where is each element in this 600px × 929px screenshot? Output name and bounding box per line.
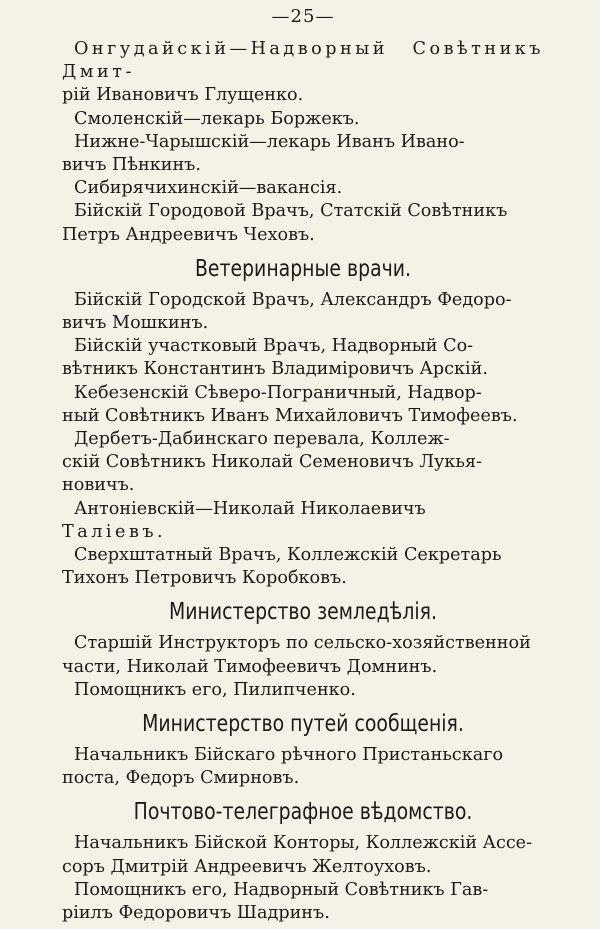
- page-number: —25—: [271, 6, 335, 27]
- entry-onguday: Онгудайскій—Надворный Совѣтникъ Дмит- рій Ивановичъ Глущенко.: [62, 39, 544, 106]
- entry-agri-instructor: Старшій Инструкторъ по сельско-хозяйственной части, Николай Тимофеевичъ Домнинъ.: [62, 633, 531, 677]
- entry-pier-chief: Начальникъ Бійскаго рѣчного Пристаньскаго поста, Федоръ Смирновъ.: [62, 745, 504, 789]
- entry-agri-assistant: Помощникъ его, Пилипченко.: [74, 679, 356, 700]
- section-heading-communications: Министерство путей сообщенія.: [142, 711, 464, 738]
- entry-vet-biysk-district: Бійскій участковый Врачъ, Надворный Со- вѣтникъ Константинъ Владиміровичъ Арскій.: [62, 336, 488, 380]
- section-heading-agriculture: Министерство земледѣлія.: [169, 599, 437, 626]
- entry-post-chief: Начальникъ Бійской Конторы, Коллежскій Ассе- соръ Дмитрій Андреевичъ Желтоуховъ.: [62, 833, 533, 877]
- entry-smolensk: Смоленскій—лекарь Боржекъ.: [74, 108, 360, 129]
- entry-biysk-city-physician: Бійскій Городовой Врачъ, Статскій Совѣтникъ Петръ Андреевичъ Чеховъ.: [62, 201, 508, 245]
- section-veterinary-physicians: [62, 254, 544, 591]
- entry-nizhne-charysh: Нижне-Чарышскій—лекарь Иванъ Ивано- вичъ Пѣнкинъ.: [62, 131, 465, 176]
- entry-vet-supernumerary: Сверхштатный Врачъ, Коллежскій Секретарь Тихонъ Петровичъ Коробковъ.: [62, 545, 502, 589]
- section-heading-post-telegraph: Почтово-телеграфное вѣдомство.: [133, 799, 473, 826]
- section-heading-veterinary: Ветеринарные врачи.: [194, 255, 412, 282]
- section-post-telegraph: [62, 797, 544, 925]
- section-ministry-communications: [62, 709, 544, 790]
- section-ministry-agriculture: [62, 597, 544, 702]
- section-district-physicians: [62, 38, 544, 247]
- entry-vet-kebezen: Кебезенскій Сѣверо-Пограничный, Надвор- ный Совѣтникъ Иванъ Михайловичъ Тимофеевъ.: [62, 382, 518, 426]
- entry-vet-biysk-city: Бійскій Городской Врачъ, Александръ Федоро- вичъ Мошкинъ.: [62, 289, 512, 334]
- entry-sibiryachikha: Сибирячихинскій—вакансія.: [74, 178, 343, 199]
- entry-vet-derbet-dabin: Дербетъ-Дабинскаго перевала, Коллеж- скій Совѣтникъ Николай Семеновичъ Лукья- новичъ.: [62, 429, 482, 496]
- entry-post-assistant: Помощникъ его, Надворный Совѣтникъ Гав- ріилъ Федоровичъ Шадринъ.: [62, 879, 489, 924]
- entry-vet-antonievsk: Антоніевскій—Николай Николаевичъ Таліевъ.: [62, 498, 426, 542]
